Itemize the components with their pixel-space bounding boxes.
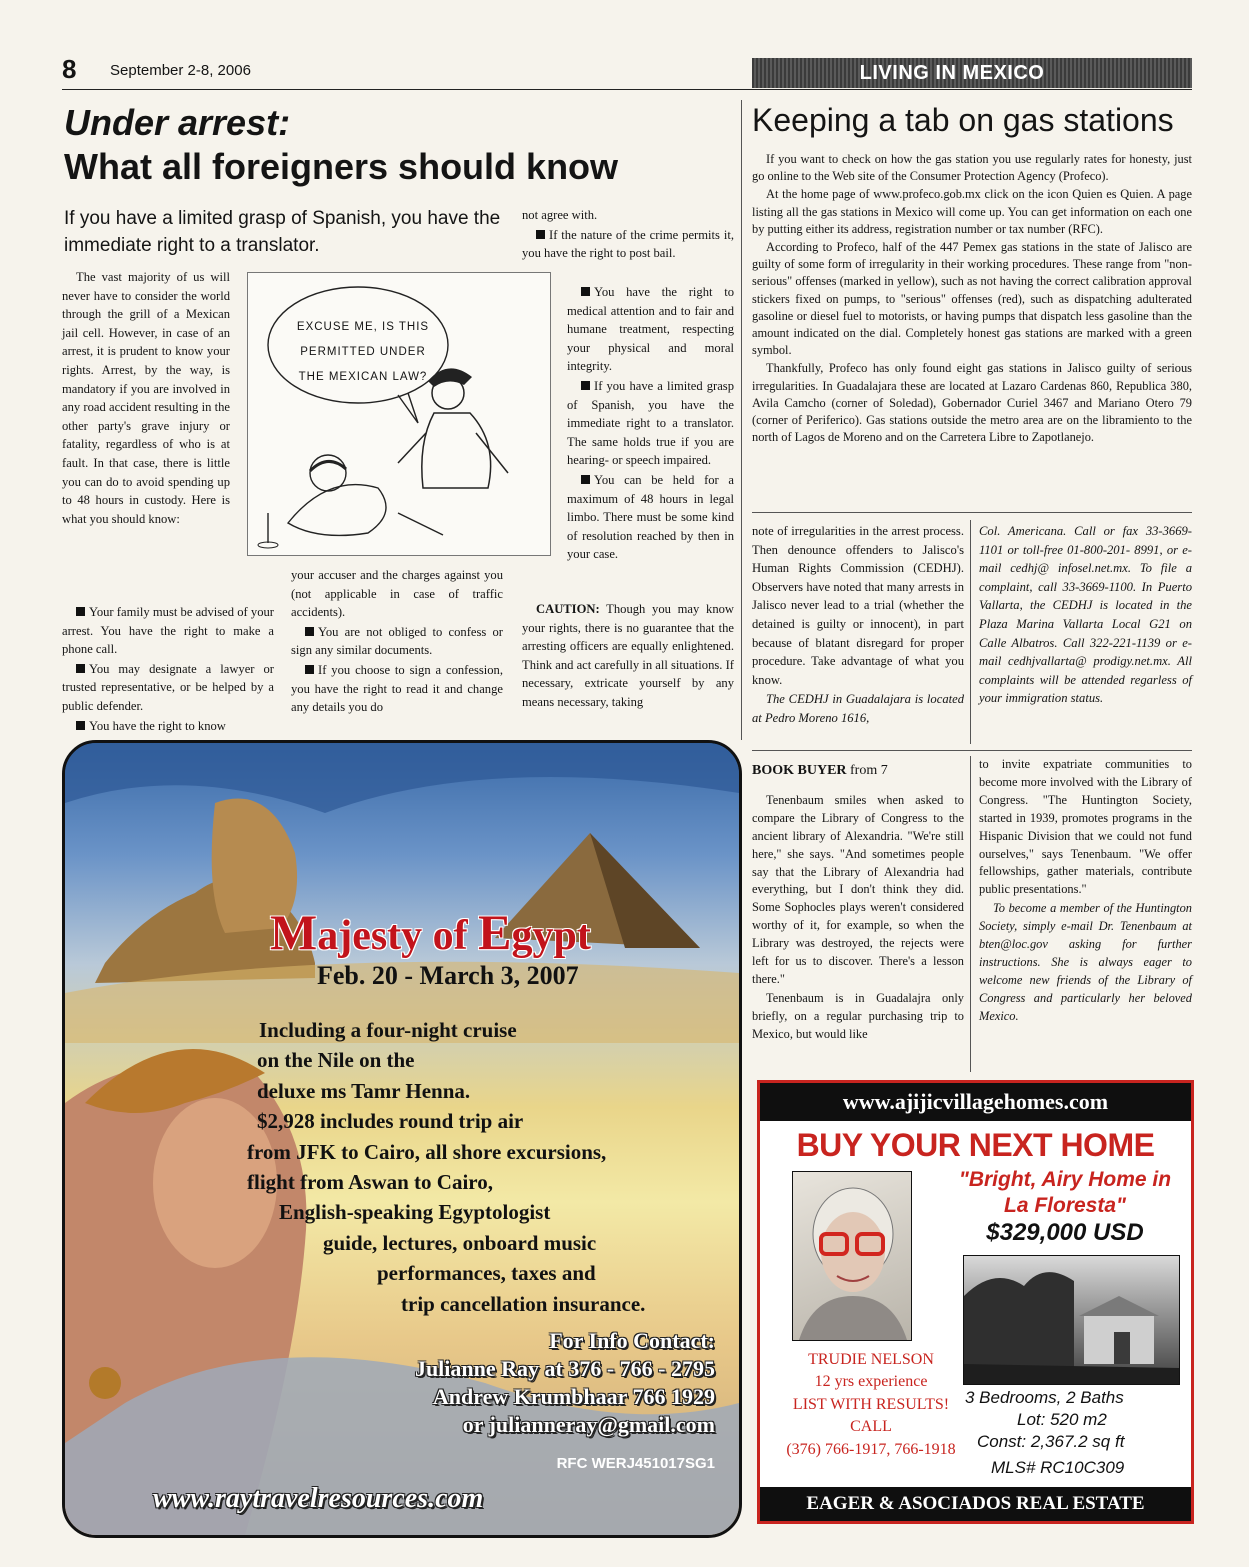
arrest-col3-bullets xyxy=(567,283,734,565)
arrest-deck: If you have a limited grasp of Spanish, you have the immediate right to a translator. xyxy=(64,208,501,256)
book-paragraph-3: to invite expatriate communities to become more involved with the Library of Congress. "The Huntington Society, started in 1939, promotes programs in the Hispanic Division that we could not fund ourselves," says Tenenbaum. "We offer fellowships, gather materials, contribute public presentations." xyxy=(979,757,1192,897)
egypt-line-10: trip cancellation insurance. xyxy=(401,1291,646,1316)
home-ad-url[interactable]: www.ajijicvillagehomes.com xyxy=(842,1089,1109,1114)
agent-phones[interactable]: (376) 766-1917, 766-1918 xyxy=(786,1440,956,1458)
cedhj-contact: Col. Americana. Call or fax 33-3669-1101 or toll-free 01-800-201- 8991, or e-mail cedhj@ infosel.net.mx. To file a complaint, call 33-3669-1100. In Puerto Vallarta, the CEDHJ is located in the Plaza Marina Vallarta Local G21 on Calle Albatros. Call 322-221-1139 or e-mail cedhjvallarta@ prodigy.net.mx. All complaints will be attended regarless of your immigration status. xyxy=(979,524,1192,706)
arrest-title-line2: What all foreigners should know xyxy=(64,146,619,187)
arrest-bullet-3: You have the right to know xyxy=(62,717,274,736)
egypt-ad-rfc: RFC WERJ451017SG1 xyxy=(556,1455,715,1472)
arrest-bottom-rule xyxy=(752,750,1192,751)
gas-paragraph-2: At the home page of www.profeco.gob.mx click on the icon Quien es Quien. A page listing all the gas stations in Mexico will come up. You can get information on each one by putting either its address, registration number or tax number (RFC). xyxy=(752,187,1192,236)
agent-slogan: LIST WITH RESULTS! xyxy=(792,1395,950,1413)
column-divider xyxy=(741,100,742,740)
agent-portrait xyxy=(793,1172,911,1340)
book-paragraph-2: Tenenbaum is in Guadalajra only briefly, on a regular purchasing trip to Mexico, but would like xyxy=(752,990,964,1041)
egypt-line-7: English-speaking Egyptologist xyxy=(279,1200,551,1225)
book-heading-jump: from 7 xyxy=(850,763,888,778)
home-ad-headline: BUY YOUR NEXT HOME xyxy=(796,1127,1155,1163)
book-heading xyxy=(752,762,964,780)
arrest-bullet-9: You can be held for a maximum of 48 hours in legal limbo. There must be some kind of resolution reached by then in your case. xyxy=(567,472,734,562)
arrest-bullet-2: You may designate a lawyer or trusted representative, or be helped by a public defender. xyxy=(62,661,274,713)
arrest-col3-top xyxy=(522,206,734,264)
arrest-col2 xyxy=(291,566,503,718)
egypt-line-4: $2,928 includes round trip air xyxy=(257,1109,524,1134)
header-rule xyxy=(62,89,1192,90)
issue-date: September 2-8, 2006 xyxy=(110,62,251,79)
egypt-line-3: deluxe ms Tamr Henna. xyxy=(257,1078,471,1103)
gas-title: Keeping a tab on gas stations xyxy=(752,102,1174,138)
egypt-travel-ad xyxy=(62,740,742,1538)
arrest-bullet-5: If you choose to sign a confession, you have the right to read it and change any details you do xyxy=(291,662,503,715)
home-price: $329,000 USD xyxy=(986,1219,1144,1246)
book-paragraph-4: To become a member of the Huntington Society, simply e-mail Dr. Tenenbaum at bten@loc.gov asking for further instructions. She is always eager to welcome new friends of the Library of Congress and particularly her beloved Mexico. xyxy=(979,901,1192,1023)
agent-name: TRUDIE NELSON xyxy=(808,1351,934,1368)
egypt-ad-body xyxy=(235,1015,735,1319)
arrest-col1-intro xyxy=(62,268,230,529)
gas-paragraph-1: If you want to check on how the gas station you use regularly rates for honesty, just go online to the Web site of the Consumer Protection Agency (Profeco). xyxy=(752,152,1192,184)
contact-email: or julianneray@gmail.com xyxy=(462,1412,715,1437)
egypt-line-5: from JFK to Cairo, all shore excursions, xyxy=(247,1139,607,1164)
column-divider-2 xyxy=(970,520,971,744)
gas-body xyxy=(752,151,1192,447)
egypt-ad-contact xyxy=(415,1327,715,1439)
egypt-ad-url[interactable]: www.raytravelresources.com xyxy=(153,1483,484,1514)
page-number: 8 xyxy=(62,54,77,84)
arrest-bullet-1: Your family must be advised of your arrest. You have the right to make a phone call. xyxy=(62,605,274,657)
book-col2 xyxy=(979,756,1192,1027)
home-tagline: "Bright, Airy Home in La Floresta" xyxy=(958,1168,1172,1217)
arrest-title-line1: Under arrest: xyxy=(64,102,291,143)
gas-bottom-rule xyxy=(752,512,1192,513)
cedhj-address: The CEDHJ in Guadalajara is located at Pedro Moreno 1616, xyxy=(752,692,964,725)
egypt-title-initial-e: E xyxy=(478,904,512,960)
arrest-continued-paragraph: note of irregularities in the arrest process. Then denounce offenders to Jalisco's Human Rights Commission (CEDHJ). Observers have noted that many arrests in Jalisco never lead to a trial (whether the detained is guilty or innocent), in part because of blatant disregard for proper procedure. Take advantage of what you know. xyxy=(752,524,964,687)
arrest-col3-continued: not agree with. xyxy=(522,208,598,222)
home-spec-lot: Lot: 520 m2 xyxy=(1017,1410,1107,1429)
egypt-line-1: Including a four-night cruise xyxy=(259,1018,517,1042)
section-banner xyxy=(752,58,1192,88)
arrest-bullet-8: If you have a limited grasp of Spanish, you have the immediate right to a translator. The same holds true if you are hearing- or speech impaired. xyxy=(567,378,734,468)
arrest-bullet-4: You are not obliged to confess or sign any similar documents. xyxy=(291,624,503,658)
agent-experience: 12 yrs experience xyxy=(814,1373,928,1391)
egypt-line-6: flight from Aswan to Cairo, xyxy=(247,1170,493,1195)
caution-label: CAUTION: xyxy=(536,602,600,616)
egypt-line-8: guide, lectures, onboard music xyxy=(323,1230,597,1255)
arrest-caution xyxy=(522,600,734,713)
agent-call-label: CALL xyxy=(850,1418,892,1436)
book-heading-bold: BOOK BUYER xyxy=(752,763,847,778)
home-ad-company: EAGER & ASOCIADOS REAL ESTATE xyxy=(806,1493,1145,1514)
gas-paragraph-4: Thankfully, Profeco has only found eight gas stations in Jalisco guilty of serious irregularities. In Guadalajara these are located at Lazaro Cardenas 860, Republica 380, Avila Camcho (corner of Soledad), Gobernador Curiel 3467 and Mariano Otero 79 (corner of Periferico). Gas stations outside the metro area are on the libramiento to the north of Lagos de Moreno and on the Carretera Libre to Zapotlanejo. xyxy=(752,361,1192,445)
arrest-continued-col1 xyxy=(752,522,964,729)
contact-label: For Info Contact: xyxy=(549,1328,715,1353)
arrest-col1-bullets xyxy=(62,603,274,736)
arrest-intro-paragraph: The vast majority of us will never have to consider the world through the grill of a Mexican jail cell. However, in case of an arrest, it is prudent to know your rights. Arrest, by the way, is mandatory if you are involved in any road accident resulting in the other party's grave injury or fatality, regardless of who is at fault. In that case, there is little you can do to avoid spending up to 48 hours in custody. Here is what you should know: xyxy=(62,270,230,526)
caution-text: Though you may know your rights, there is no guarantee that the arresting officers are equally enlightened. Think and act carefully in all situations. If necessary, extricate yourself by any means necessary, taking xyxy=(522,602,735,709)
arrest-continued-col2 xyxy=(979,522,1192,709)
column-divider-3 xyxy=(970,756,971,1072)
contact-julianne: Julianne Ray at 376 - 766 - 2795 xyxy=(414,1356,715,1381)
book-paragraph-1: Tenenbaum smiles when asked to compare the Library of Congress to the ancient library of Alexandria. "We're still here," she says. "And sometimes people say that the Library of Alexandria had everything, but I don't think they did. Some Sophocles plays weren't considered worthy of it, for example, so when the Library was destroyed, the rejects were left for us to discover. There's a lesson there." xyxy=(752,792,964,986)
home-spec-rooms: 3 Bedrooms, 2 Baths xyxy=(965,1388,1124,1407)
section-title: LIVING IN MEXICO xyxy=(859,62,1045,84)
house-photo xyxy=(964,1256,1179,1384)
egypt-ad-dates: Feb. 20 - March 3, 2007 xyxy=(317,961,579,990)
arrest-bullet-7: You have the right to medical attention and to fair and humane treatment, respecting your physical and moral integrity. xyxy=(567,285,734,374)
home-ad-url-bar xyxy=(760,1083,1191,1121)
egypt-title-initial-m: M xyxy=(270,904,318,960)
home-ad-company-bar xyxy=(760,1487,1191,1521)
arrest-col2-continued: your accuser and the charges against you (not applicable in case of traffic accidents). xyxy=(291,568,503,620)
cartoon xyxy=(247,272,551,556)
book-col1 xyxy=(752,762,964,1045)
home-photo xyxy=(963,1255,1180,1385)
egypt-line-2: on the Nile on the xyxy=(257,1048,415,1073)
agent-info xyxy=(770,1349,972,1461)
gas-paragraph-3: According to Profeco, half of the 447 Pemex gas stations in the state of Jalisco are guilty of some form of irregularity in their working procedures. These range from "non-serious" offenses (marked in yellow), such as not having the correct calibration approval stickers fixed on pumps, to "serious" offenses (red), such as dispatching adulterated gasoline or diesel fuel to motorists, or having pumps that dispatch less gasoline than the amount indicated on the dial. Completely honest gas stations are marked with a green symbol. xyxy=(752,240,1192,358)
arrest-bullet-6: If the nature of the crime permits it, you have the right to post bail. xyxy=(522,227,734,261)
contact-andrew: Andrew Krumbhaar 766 1929 xyxy=(432,1384,715,1409)
home-spec-construction: Const: 2,367.2 sq ft xyxy=(977,1432,1125,1451)
agent-photo xyxy=(792,1171,912,1341)
home-specs xyxy=(965,1387,1175,1479)
egypt-line-9: performances, taxes and xyxy=(377,1261,596,1286)
egypt-ad-title: Majesty of Egypt xyxy=(270,904,591,960)
real-estate-ad xyxy=(757,1080,1194,1524)
cartoon-speech-bubble: EXCUSE ME, IS THIS PERMITTED UNDER THE MEXICAN LAW? xyxy=(296,321,430,383)
home-mls: MLS# RC10C309 xyxy=(991,1458,1125,1477)
